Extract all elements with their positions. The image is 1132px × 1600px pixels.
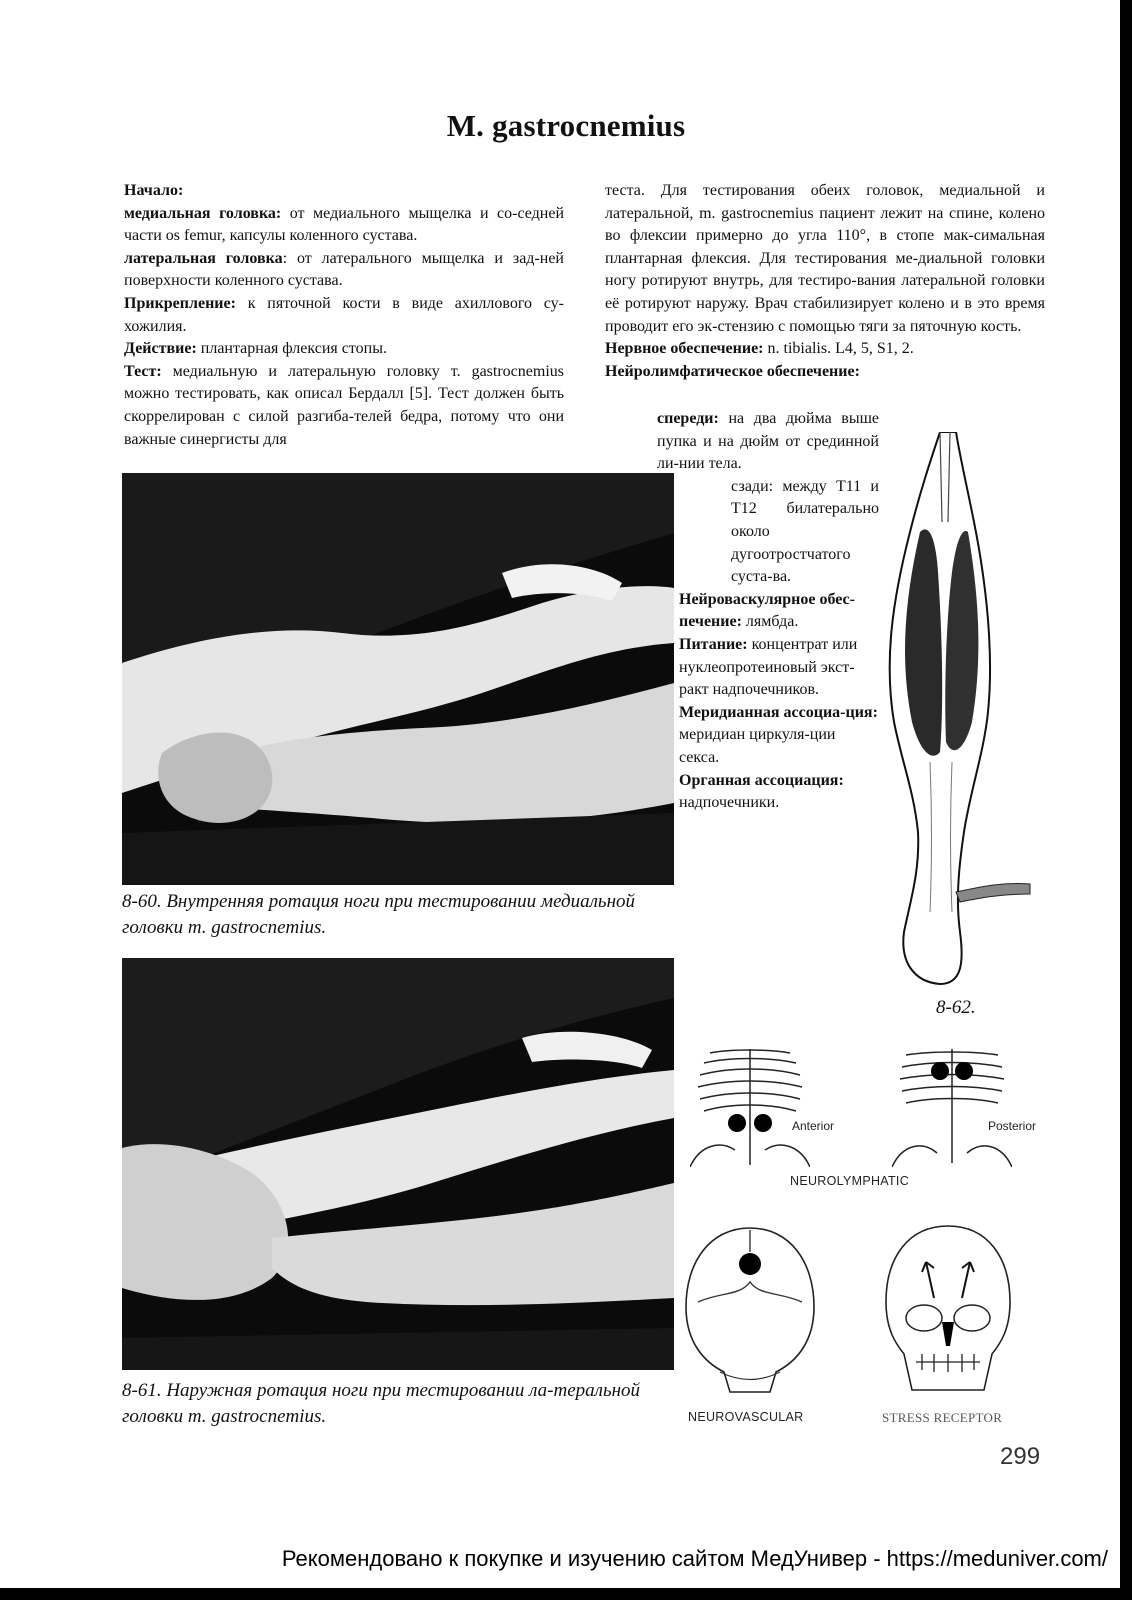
stress-receptor-caption: STRESS RECEPTOR (882, 1410, 1003, 1425)
page-title: M. gastrocnemius (446, 108, 686, 143)
neurolymphatic-caption: NEUROLYMPHATIC (790, 1174, 910, 1188)
page-number: 299 (1000, 1443, 1041, 1470)
figure-8-61-photo (122, 958, 674, 1370)
right-text-column (605, 180, 1045, 383)
figure-8-61-caption: 8-61. Наружная ротация ноги при тестировании ла-теральной головки т. gastrocnemius. (122, 1380, 641, 1427)
figure-8-60-photo (122, 473, 674, 885)
action-text: Действие: плантарная флексия стопы. (124, 340, 387, 358)
neurolymphatic-heading: Нейролимфатическое обеспечение: (605, 362, 860, 380)
anterior-label: Anterior (792, 1119, 835, 1133)
nerve-supply-text: Нервное обеспечение: n. tibialis. L4, 5, S1, 2. (605, 340, 914, 358)
organ-text: Органная ассоциация: надпочечники. (679, 771, 844, 812)
neurolymphatic-anterior-diagram (690, 1045, 810, 1170)
neurolymph-back-text: сзади: между T11 и T12 билатерально около дугоотростчатого суста-ва. (731, 477, 879, 586)
insertion-text: Прикрепление: к пяточной кости в виде ахиллового су-хожилия. (124, 294, 565, 335)
origin-lateral: латеральная головка: от латерального мыщелка и зад-ней поверхности коленного сустава. (124, 249, 564, 290)
test-continued-text: теста. Для тестирования обеих головок, медиальной и латеральной, m. gastrocnemius пациент лежит на спине, колено во флексии примерно до угла 110°, в стопе мак-симальная плантарная флексия. Для тестирования ме-диальной головки ногу ротируют внутрь, для тестиро-вания латеральной головки её ротируют наружу. Врач стабилизирует колено и в это время проводит его эк-стензию с помощью тяги за пяточную кость. (605, 182, 1045, 335)
gastrocnemius-muscle-illustration (880, 432, 1040, 992)
neurolymph-front-text: спереди: на два дюйма выше пупка и на дюйм от срединной ли-нии тела. (657, 410, 880, 473)
test-text: Тест: медиальную и латеральную головку т. gastrocnemius можно тестировать, как описал Бердалл [5]. Тест должен быть скоррелирован с силой разгиба-телей бедра, потому что они важные синергисты для (124, 362, 565, 448)
figure-8-62-label: 8-62. (936, 997, 976, 1018)
nutrition-text: Питание: концентрат или нуклеопротеиновый экст-ракт надпочечников. (679, 635, 858, 699)
left-text-column (124, 180, 564, 451)
meridian-text: Меридианная ассоциа-ция: меридиан циркуля-ции секса. (679, 703, 878, 766)
neurolymphatic-posterior-diagram (892, 1045, 1012, 1170)
figure-8-60-caption: 8-60. Внутренняя ротация ноги при тестировании медиальной головки т. gastrocnemius. (122, 891, 635, 938)
posterior-label: Posterior (988, 1119, 1037, 1133)
page-bottom-border (0, 1588, 1132, 1600)
origin-heading: Начало: (124, 182, 184, 199)
stress-receptor-skull-diagram (878, 1222, 1018, 1397)
neurovascular-text: Нейроваскулярное обес-печение: лямбда. (679, 590, 855, 631)
page-right-border (1120, 0, 1132, 1600)
neurovascular-skull-diagram (680, 1222, 820, 1394)
footer-link-text[interactable]: Рекомендовано к покупке и изучению сайтом МедУнивер - https://meduniver.com/ (281, 1546, 1108, 1571)
origin-medial: медиальная головка: от медиального мыщелка и со-седней части os femur, капсулы коленного сустава. (124, 204, 565, 245)
neurovascular-caption: NEUROVASCULAR (688, 1410, 804, 1424)
